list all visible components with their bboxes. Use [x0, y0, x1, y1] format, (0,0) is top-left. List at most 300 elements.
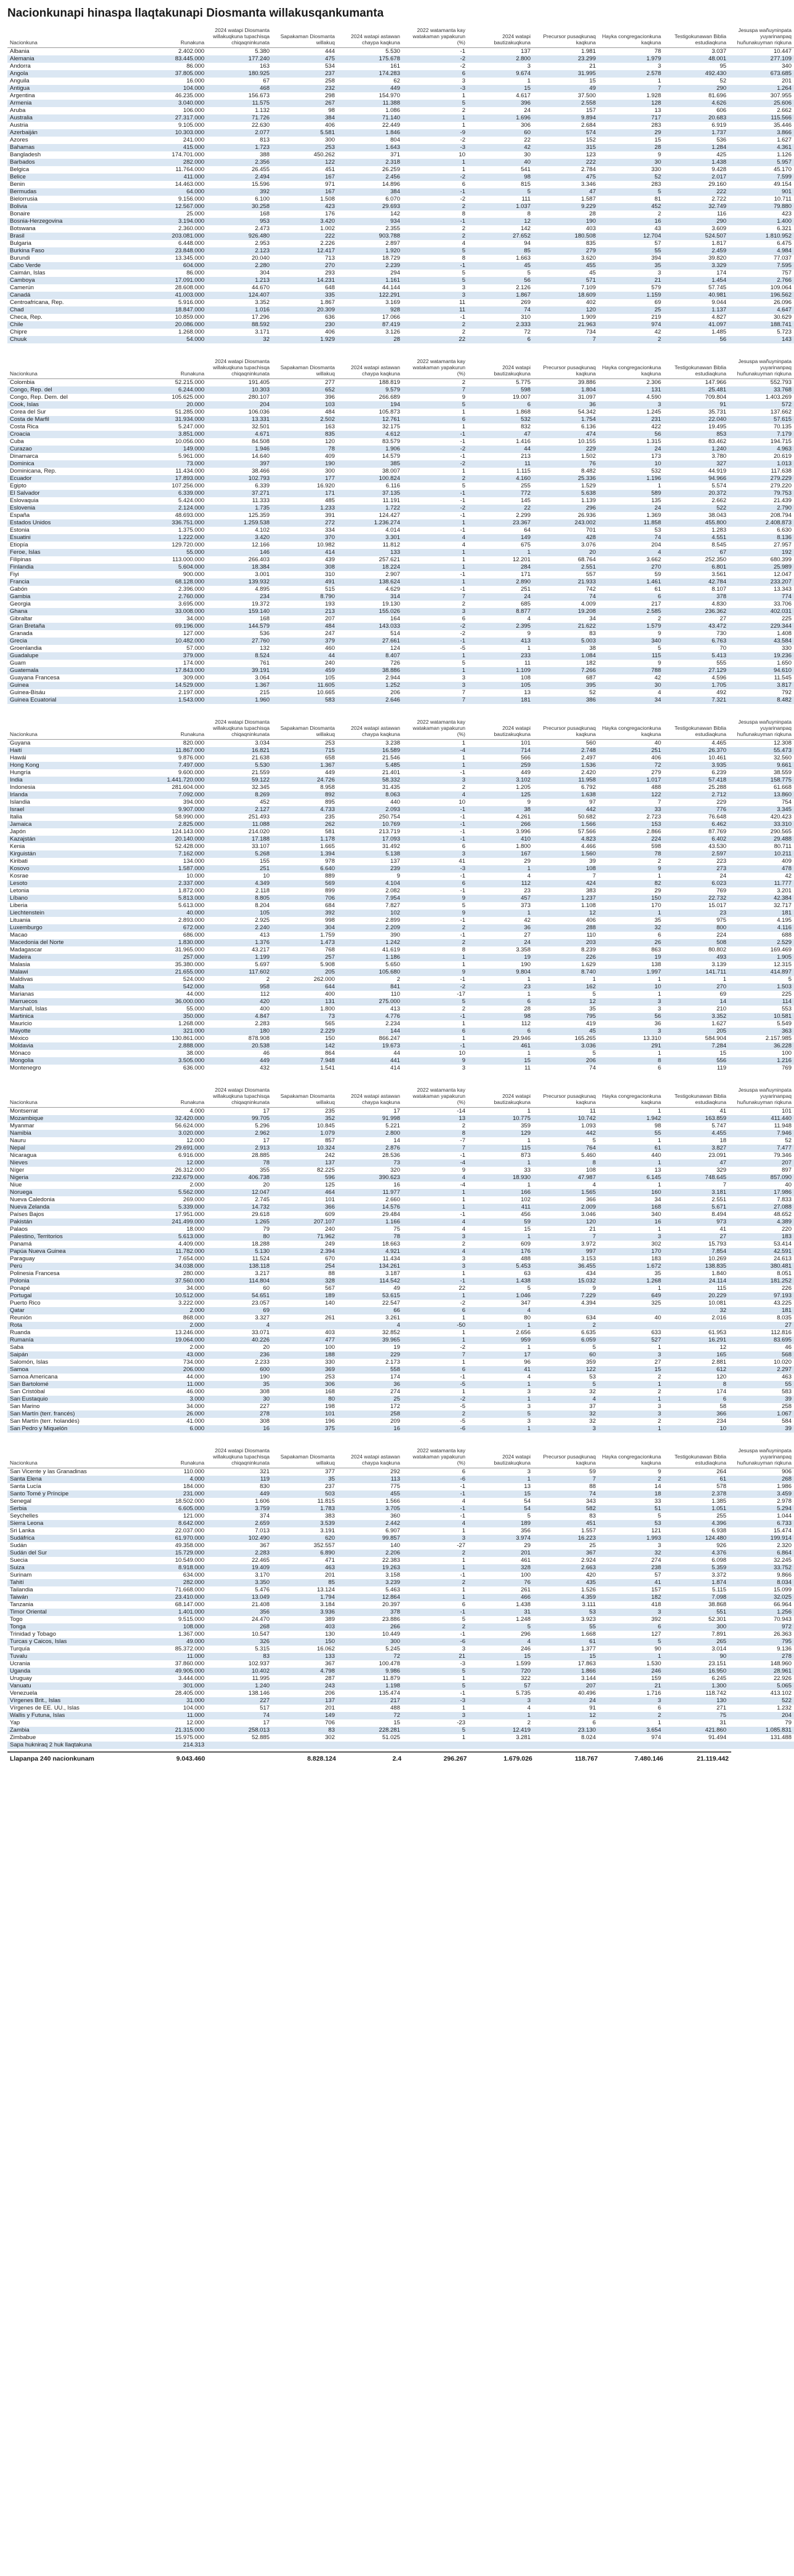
stat-cell: 35	[272, 1476, 337, 1483]
stat-cell: 5	[462, 482, 465, 489]
stat-cell: 264	[716, 1468, 726, 1475]
stat-cell: 3.936	[272, 1609, 337, 1616]
stat-cell: 269	[521, 299, 531, 306]
stat-cell: 4.963	[729, 446, 794, 453]
stat-cell: 204	[207, 401, 272, 409]
stat-cell: 1.638	[533, 791, 598, 799]
table-row	[7, 1646, 794, 1653]
stat-cell: 734	[586, 329, 596, 335]
stat-cell: 31.435	[382, 784, 400, 791]
stat-cell: 20.140.000	[142, 836, 207, 843]
country-name: Brasil	[7, 233, 142, 240]
stat-cell: 413	[260, 932, 270, 938]
stat-cell: 207	[325, 615, 335, 622]
stat-cell: 42	[785, 873, 792, 879]
stat-cell: 81.696	[708, 92, 726, 99]
stat-cell: 163	[325, 423, 335, 430]
stat-cell: -1	[460, 828, 465, 835]
stat-cell: 455	[337, 1490, 403, 1498]
stat-cell: 36	[468, 924, 533, 932]
stat-cell: 2	[462, 329, 465, 335]
table-row	[7, 329, 794, 336]
stat-cell: 1	[657, 482, 661, 489]
stat-cell: 5	[527, 1285, 531, 1292]
country-name: Croacia	[7, 431, 142, 438]
stat-cell: 20	[263, 1182, 270, 1188]
stat-cell	[272, 1742, 337, 1749]
stat-cell: 246	[598, 1668, 664, 1675]
stat-cell: 20.040	[251, 255, 270, 262]
stat-cell: 42.784	[664, 578, 729, 586]
stat-cell: 9	[598, 865, 664, 873]
stat-cell: 201	[325, 1572, 335, 1578]
stat-cell: 42.591	[729, 1248, 794, 1255]
stat-cell: 283	[651, 181, 661, 188]
stat-cell: 16.589	[337, 747, 403, 754]
stat-cell: 95	[720, 63, 726, 70]
stat-cell: 3.144	[581, 1675, 596, 1682]
stat-cell: 2.000	[190, 1182, 204, 1188]
stat-cell: 288	[533, 924, 598, 932]
stat-cell: 53	[598, 1520, 664, 1527]
stat-cell: 4	[527, 1374, 531, 1380]
total-cell: 296.267	[443, 1755, 467, 1762]
table-row	[7, 976, 794, 983]
stat-cell: 213.719	[379, 828, 400, 835]
stat-cell: 28.961	[729, 1668, 794, 1675]
country-name: Gambia	[7, 593, 142, 601]
country-name: Belgica	[10, 166, 30, 173]
stat-cell: 4	[527, 873, 531, 879]
stat-cell: 35	[207, 1381, 272, 1388]
stat-cell: 3	[598, 1233, 664, 1241]
stat-cell: 612	[664, 1366, 729, 1374]
stat-cell: 709.804	[705, 394, 726, 401]
stat-cell: 2.881	[712, 1359, 726, 1366]
stat-cell: 853	[664, 431, 729, 438]
country-name: Sudán del Sur	[7, 1550, 142, 1557]
country-name: Vanuatu	[7, 1682, 142, 1690]
country-name: Uganda	[7, 1668, 142, 1675]
country-name: Pakistán	[7, 1218, 142, 1226]
country-name: Chad	[7, 306, 142, 314]
stat-cell: 6.864	[729, 1550, 794, 1557]
stat-cell: 2.355	[385, 225, 400, 232]
stat-cell: 10.859.000	[175, 314, 204, 321]
stat-cell: 91	[589, 1705, 596, 1711]
stat-cell: 620	[272, 1535, 337, 1542]
stat-cell: -1	[403, 836, 468, 843]
stat-cell: 2.978	[777, 1498, 792, 1505]
stat-cell: 3	[657, 1403, 661, 1410]
stat-cell: 270	[272, 262, 337, 270]
stat-cell: 9.907.000	[142, 806, 207, 814]
stat-cell: 17	[393, 1108, 400, 1114]
stat-cell: 386	[533, 697, 598, 704]
stat-cell: 10.549.000	[175, 1557, 204, 1564]
stat-cell: 2	[403, 321, 468, 329]
country-name: Burkina Faso	[7, 247, 142, 255]
stat-cell: 7	[533, 1476, 598, 1483]
stat-cell: 2.000	[142, 1307, 207, 1314]
stat-cell: 1	[462, 1196, 465, 1203]
stat-cell: 903.788	[337, 233, 403, 240]
stat-cell: 98	[328, 107, 335, 114]
stat-cell: 273	[664, 865, 729, 873]
table-row	[7, 1337, 794, 1344]
stat-cell: 87.769	[708, 828, 726, 835]
stat-cell: 8.107	[712, 586, 726, 593]
stat-cell: 5	[527, 270, 531, 276]
stat-cell: 172	[390, 1403, 400, 1410]
stat-cell: 402	[586, 299, 596, 306]
stat-cell: 18	[598, 1490, 664, 1498]
stat-cell: 1.587	[581, 196, 596, 202]
stat-cell: 3.040.000	[142, 100, 207, 107]
stat-cell: 330	[651, 166, 661, 173]
stat-cell: 18.384	[207, 564, 272, 571]
stat-cell: 18.847.000	[142, 306, 207, 314]
country-name: Mauricio	[10, 1020, 32, 1027]
stat-cell: 112	[521, 1020, 531, 1027]
stat-cell: 205	[664, 1028, 729, 1035]
stat-cell: 2	[657, 1374, 661, 1380]
stat-cell: 1.166	[337, 1218, 403, 1226]
stat-cell: 1.866	[533, 1668, 598, 1675]
stat-cell: 29.488	[729, 836, 794, 843]
table-row	[7, 1307, 794, 1314]
stat-cell: 5.638	[533, 490, 598, 497]
stat-cell: 558	[337, 1366, 403, 1374]
stat-cell: 102.490	[207, 1535, 272, 1542]
stat-cell: -27	[457, 1542, 465, 1549]
stat-cell: 1.441.720.000	[142, 777, 207, 784]
stat-cell: 278	[729, 1653, 794, 1660]
stat-cell: 28	[589, 210, 596, 217]
stat-cell: 8.918.000	[142, 1564, 207, 1572]
stat-cell: 900.000	[183, 571, 204, 578]
stat-cell: 5	[462, 902, 465, 909]
stat-cell: 51	[598, 1505, 664, 1513]
stat-cell: 6.792	[581, 784, 596, 791]
table-row	[7, 482, 794, 490]
table-row	[7, 697, 794, 704]
stat-cell: 9	[657, 1468, 661, 1475]
stat-cell: 67	[263, 78, 270, 84]
stat-cell: 14.463.000	[175, 181, 204, 188]
stat-cell: 24.114	[664, 1278, 729, 1285]
stat-cell	[272, 1322, 337, 1329]
table-row	[7, 652, 794, 660]
stat-cell: -3	[403, 85, 468, 92]
stat-cell: 3	[598, 1609, 664, 1616]
stat-cell: 906	[782, 1468, 792, 1475]
stat-cell: 327	[664, 460, 729, 468]
stat-cell: 12	[533, 1712, 598, 1719]
stat-cell: 2.866	[646, 828, 661, 835]
stat-cell: 6.321	[777, 225, 792, 232]
stat-cell: 1.606	[255, 1498, 270, 1505]
stat-cell: 5.221	[385, 1122, 400, 1129]
table-row	[7, 1322, 794, 1329]
table-row	[7, 1130, 794, 1137]
stat-cell: 83	[589, 630, 596, 637]
stat-cell: 300	[337, 1638, 403, 1646]
stat-cell: -1	[460, 1690, 465, 1697]
stat-cell: 397	[207, 460, 272, 468]
stat-cell: 11	[524, 1065, 531, 1071]
stat-cell: 30	[598, 159, 664, 166]
stat-cell: 21.546	[382, 754, 400, 761]
total-cell: 7.480.146	[634, 1755, 664, 1762]
table-row	[7, 1668, 794, 1675]
column-header: 2024 watapi astawan chaypa kaqkuna	[337, 357, 403, 379]
stat-cell: 130	[325, 1631, 335, 1638]
stat-cell: 514	[390, 630, 400, 637]
country-name: Finlandia	[7, 564, 142, 571]
stat-cell: 1.403.269	[765, 394, 792, 401]
table-row	[7, 991, 794, 998]
stat-cell: 3	[598, 1351, 664, 1359]
country-name: Gabón	[10, 586, 28, 593]
stat-cell: 3.014	[712, 1646, 726, 1652]
table-row	[7, 255, 794, 262]
stat-cell: 39.820	[708, 255, 726, 262]
stat-cell: 226	[533, 954, 598, 961]
stat-cell: 44	[393, 1050, 400, 1057]
country-name: Caimán, Islas	[10, 270, 46, 276]
table-row	[7, 1660, 794, 1668]
stat-cell: 383	[586, 887, 596, 894]
stat-cell: 284	[468, 564, 533, 571]
stat-cell: 62	[393, 78, 400, 84]
country-name: San Martín (terr. francés)	[7, 1410, 142, 1418]
stat-cell: 15.474	[773, 1527, 792, 1534]
stat-cell: -1	[460, 438, 465, 445]
country-name: Antigua	[7, 85, 142, 92]
table-row	[7, 438, 794, 446]
stat-cell: 379	[272, 638, 337, 645]
stat-cell: 2.420	[581, 769, 596, 776]
stat-cell: 466	[468, 1594, 533, 1601]
stat-cell: -5	[460, 645, 465, 652]
table-row	[7, 1557, 794, 1564]
stat-cell: 148.960	[770, 1660, 792, 1667]
stat-cell: 25.288	[708, 784, 726, 791]
stat-cell: 10.547	[251, 1631, 270, 1638]
stat-cell: 11	[403, 306, 468, 314]
stat-cell: 864	[325, 1050, 335, 1057]
stat-cell: 38.868	[708, 1601, 726, 1608]
stat-cell: 80	[524, 1314, 531, 1321]
stat-cell: 251.493	[248, 814, 270, 820]
stat-cell: 800	[664, 924, 729, 932]
stat-cell: 201	[325, 1705, 335, 1711]
stat-cell: 3.345	[729, 806, 794, 814]
stat-cell: 11.605	[272, 682, 337, 689]
stat-cell: 3.046	[581, 1211, 596, 1218]
stat-cell: 308	[272, 564, 337, 571]
stat-cell: 460	[325, 645, 335, 652]
stat-cell: 25	[589, 1542, 596, 1549]
stat-cell: 12.201	[512, 556, 531, 563]
stat-cell: 7	[598, 85, 664, 92]
stat-cell: 26.936	[577, 512, 596, 519]
column-header: 2024 watapi astawan chaypa kaqkuna	[337, 1086, 403, 1108]
stat-cell: 71.140	[337, 114, 403, 122]
stat-cell: -1	[460, 976, 465, 983]
column-header: Jesuspa wañuyninpata yuyarinanpaq huñunakuyman riqkuna	[729, 357, 794, 379]
stat-cell: 1.438	[664, 159, 729, 166]
stat-cell: 1.867	[320, 299, 335, 306]
table-row	[7, 1712, 794, 1719]
table-row	[7, 468, 794, 475]
stat-cell: 268	[729, 1476, 794, 1483]
stat-cell: 420	[586, 1572, 596, 1578]
stat-cell: 1	[598, 1396, 664, 1403]
stat-cell: 12.308	[773, 740, 792, 746]
stat-cell: 294	[390, 270, 400, 276]
stat-cell: 139.932	[207, 578, 272, 586]
stat-cell: 43.217	[251, 946, 270, 953]
stat-cell: 9	[657, 151, 661, 158]
column-header-row	[7, 1086, 794, 1108]
stat-cell: 414	[272, 549, 337, 556]
stat-cell: 56	[598, 431, 664, 438]
stat-cell: 32.345	[251, 784, 270, 791]
country-name: Centroafricana, Rep.	[10, 299, 64, 306]
stat-cell: 19.007	[512, 394, 531, 401]
stat-cell: 411.440	[729, 1115, 794, 1122]
stat-cell: 13.124	[316, 1586, 335, 1593]
stat-cell: 10.982	[316, 542, 335, 548]
stat-cell: 38	[468, 806, 533, 814]
stat-cell: 1.830.000	[142, 939, 207, 946]
stat-cell: 15.017	[708, 902, 726, 909]
stat-cell: 4	[403, 1520, 468, 1527]
stat-cell: 6	[462, 1468, 465, 1475]
stat-cell: 83	[589, 1513, 596, 1519]
stat-cell: 6.059	[533, 1337, 598, 1344]
stat-cell: 390.623	[337, 1174, 403, 1182]
country-name: Tailandia	[10, 1586, 33, 1593]
stat-cell: 40	[654, 740, 661, 746]
stat-cell: 13.310	[643, 1035, 661, 1042]
stat-cell: 57.418	[664, 777, 729, 784]
stat-cell: 18.000	[186, 1226, 204, 1233]
stat-cell: 1.037	[468, 203, 533, 210]
country-name: Santa Elena	[7, 1476, 142, 1483]
stat-cell: 11.958	[533, 777, 598, 784]
stat-cell: 2.558	[533, 100, 598, 107]
stat-cell: 1.840	[712, 1270, 726, 1277]
stat-cell: 5.613.000	[142, 1233, 207, 1241]
stat-cell: 11.524	[252, 1255, 270, 1262]
stat-cell: 411	[468, 1204, 533, 1211]
stat-cell: 477	[272, 1337, 337, 1344]
country-name: Cabo Verde	[7, 262, 142, 270]
stat-cell: 7	[403, 1351, 468, 1359]
column-header: 2024 watapi Diosmanta willakuqkuna tupachisqa chiqaqninkunata	[207, 1446, 272, 1468]
stat-cell: -2	[460, 1344, 465, 1351]
stat-cell: 8.269	[207, 791, 272, 799]
stat-cell: 61.953	[708, 1329, 726, 1336]
stat-cell: 388	[260, 151, 270, 158]
country-name: Congo, Rep. Dem. del	[10, 394, 68, 401]
stat-cell: 251	[598, 747, 664, 754]
stat-cell: 1.599	[516, 1660, 531, 1667]
stat-cell: 748.645	[664, 1174, 729, 1182]
column-header: 2024 watapi astawan chaypa kaqkuna	[337, 26, 403, 48]
stat-cell: -2	[460, 137, 465, 143]
country-name: Curazao	[7, 446, 142, 453]
stat-cell: 129.720.000	[172, 542, 204, 548]
stat-cell: 3.935	[664, 762, 729, 769]
stat-cell: 18.729	[382, 255, 400, 262]
stat-cell: 114.804	[207, 1278, 272, 1285]
stat-cell: 27.661	[337, 638, 403, 645]
column-header: Jesuspa wañuyninpata yuyarinanpaq huñunakuyman riqkuna	[729, 26, 794, 48]
stat-cell: 2.888.000	[142, 1042, 207, 1050]
stat-cell: 3.662	[646, 556, 661, 563]
stat-cell: 4.009	[581, 601, 596, 607]
stat-cell: 2.124.000	[142, 505, 207, 512]
stat-cell: 54.000	[142, 336, 207, 343]
stat-cell: 6.070	[385, 196, 400, 202]
stat-cell: -1	[460, 1631, 465, 1638]
stat-cell: 3.420	[272, 218, 337, 225]
stat-cell: 1.502	[581, 453, 596, 460]
table-row	[7, 166, 794, 174]
stat-cell: 24.613	[773, 1255, 792, 1262]
column-header: Nacionkuna	[7, 357, 142, 379]
stat-cell: 2	[403, 924, 468, 932]
stat-cell: 19.263	[337, 1564, 403, 1572]
stat-cell: 3.866	[729, 129, 794, 137]
stat-cell: 14	[393, 1137, 400, 1144]
stat-cell: 15	[598, 1366, 664, 1374]
stat-cell: 127	[651, 1631, 661, 1638]
stat-cell: 138.146	[248, 1690, 270, 1697]
stat-cell: 12	[533, 998, 598, 1006]
stat-cell: 279.220	[770, 482, 792, 489]
table-row	[7, 299, 794, 306]
stat-cell: 1.248	[516, 1616, 531, 1623]
stat-cell: 45	[533, 1028, 598, 1035]
stat-cell: 26.312.000	[175, 1167, 204, 1174]
country-name: Samoa Americana	[10, 1374, 58, 1380]
stat-cell: -1	[460, 1513, 465, 1519]
stat-cell: 1.394	[272, 850, 337, 858]
stat-cell: 863	[651, 946, 661, 953]
stat-cell: 55.473	[729, 747, 794, 754]
stat-cell: 10.211	[729, 850, 794, 858]
stat-cell: 43.472	[664, 623, 729, 630]
table-row	[7, 954, 794, 961]
stat-cell: 2.016	[712, 1314, 726, 1321]
stat-cell: 231	[598, 416, 664, 423]
stat-cell: 1.508	[320, 196, 335, 202]
stat-cell: 29.693	[337, 203, 403, 210]
stat-cell: 321.000	[142, 1028, 207, 1035]
stat-cell: -1	[460, 453, 465, 460]
stat-cell: 449	[521, 769, 531, 776]
stat-cell: 2.907	[385, 571, 400, 578]
stat-cell: 8	[403, 1130, 468, 1137]
stat-cell: 1	[462, 122, 465, 129]
stat-cell: 61	[533, 1638, 598, 1646]
stat-cell: 1.085.831	[729, 1727, 794, 1734]
